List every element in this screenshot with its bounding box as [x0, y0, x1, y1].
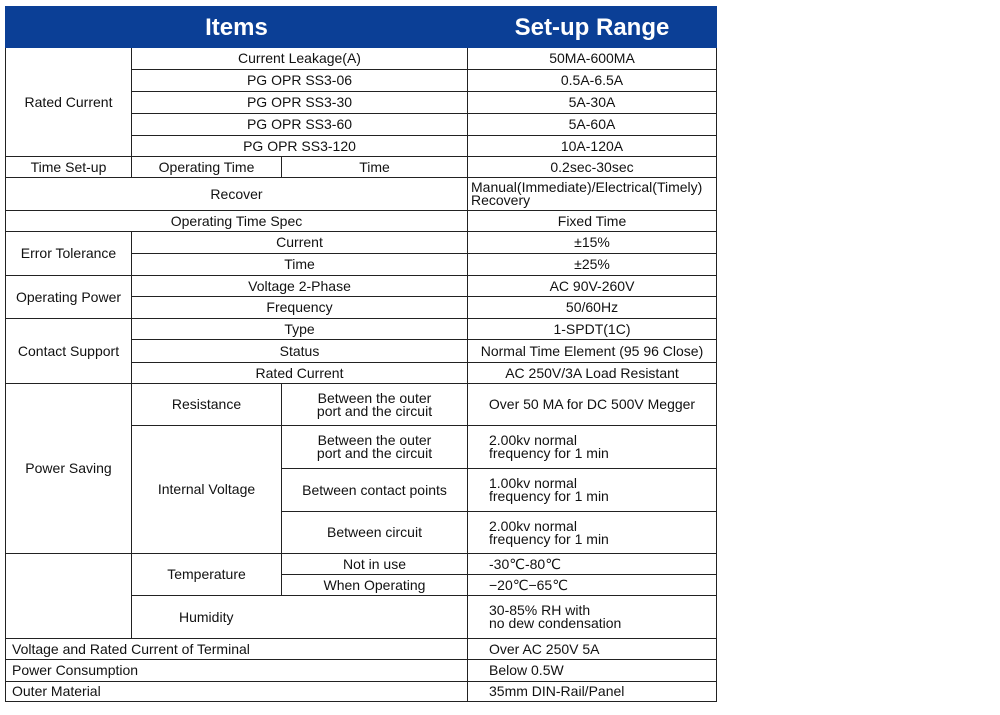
humidity-value — [468, 596, 717, 639]
row-value: 50MA-600MA — [468, 48, 717, 70]
row-label: Time — [282, 157, 468, 178]
table-row — [6, 178, 717, 211]
condition-line: port and the circuit — [316, 445, 433, 461]
resistance-label: Resistance — [132, 384, 282, 426]
sub-operating-time: Operating Time — [132, 157, 282, 178]
voltage-value — [468, 512, 717, 554]
voltage-condition: Between circuit — [282, 512, 468, 554]
table-row — [6, 554, 717, 575]
value-line: 1.00kv normal — [489, 475, 577, 491]
table-row — [6, 232, 717, 254]
table-row — [6, 682, 717, 702]
row-label: Rated Current — [132, 363, 468, 384]
row-value: ±25% — [468, 254, 717, 276]
voltage-value — [468, 469, 717, 512]
table-row — [6, 660, 717, 682]
table-row — [6, 384, 717, 426]
row-label: PG OPR SS3-120 — [132, 136, 468, 157]
group-contact-support: Contact Support — [6, 319, 132, 384]
row-label: PG OPR SS3-06 — [132, 70, 468, 92]
table-row — [6, 639, 717, 660]
row-label: Current — [132, 232, 468, 254]
row-value: 5A-60A — [468, 114, 717, 136]
voltage-condition: Between contact points — [282, 469, 468, 512]
row-value: 0.5A-6.5A — [468, 70, 717, 92]
internal-voltage-label: Internal Voltage — [132, 426, 282, 554]
humidity-label: Humidity — [132, 596, 468, 639]
row-label: Outer Material — [6, 682, 468, 702]
row-value: AC 90V-260V — [468, 276, 717, 297]
table-row — [6, 157, 717, 178]
temperature-label: Temperature — [132, 554, 282, 596]
table-row — [6, 319, 717, 340]
row-label: Type — [132, 319, 468, 340]
row-value: 35mm DIN-Rail/Panel — [468, 682, 717, 702]
row-value: 0.2sec-30sec — [468, 157, 717, 178]
resistance-condition — [282, 384, 468, 426]
row-value: -30℃-80℃ — [468, 554, 717, 575]
row-label: When Operating — [282, 575, 468, 596]
value-line: 30-85% RH with — [489, 602, 591, 618]
recover-label: Recover — [6, 178, 468, 211]
row-value: 10A-120A — [468, 136, 717, 157]
row-label: Current Leakage(A) — [132, 48, 468, 70]
row-label: PG OPR SS3-30 — [132, 92, 468, 114]
header-items: Items — [6, 7, 468, 48]
row-label: Power Consumption — [6, 660, 468, 682]
table-row — [6, 48, 717, 70]
value-line: no dew condensation — [489, 615, 622, 631]
value-line: 2.00kv normal — [489, 517, 577, 534]
group-power-saving: Power Saving — [6, 384, 132, 554]
header-row — [6, 7, 717, 48]
group-time-setup: Time Set-up — [6, 157, 132, 178]
row-value: Over AC 250V 5A — [468, 639, 717, 660]
condition-line: Between the outer — [317, 432, 432, 448]
row-label: Voltage 2-Phase — [132, 276, 468, 297]
row-label: Not in use — [282, 554, 468, 575]
value-line: frequency for 1 min — [489, 488, 609, 504]
row-label: PG OPR SS3-60 — [132, 114, 468, 136]
group-operating-power: Operating Power — [6, 276, 132, 319]
spec-table — [5, 6, 717, 702]
row-label: Voltage and Rated Current of Terminal — [6, 639, 468, 660]
row-value: Below 0.5W — [468, 660, 717, 682]
recover-value — [468, 178, 717, 211]
row-value: Over 50 MA for DC 500V Megger — [468, 384, 717, 426]
group-rated-current: Rated Current — [6, 48, 132, 157]
table-row — [6, 276, 717, 297]
value-line: frequency for 1 min — [489, 530, 609, 547]
voltage-condition — [282, 426, 468, 469]
voltage-value — [468, 426, 717, 469]
recover-value-line1: Manual(Immediate)/Electrical(Timely) — [471, 179, 703, 195]
row-label: Time — [132, 254, 468, 276]
row-value: −20℃−65℃ — [468, 575, 717, 596]
value-line: frequency for 1 min — [489, 445, 609, 461]
row-label: Operating Time Spec — [6, 211, 468, 232]
row-value: 1-SPDT(1C) — [468, 319, 717, 340]
table-row — [6, 211, 717, 232]
row-label: Frequency — [132, 297, 468, 319]
header-range: Set-up Range — [468, 7, 717, 48]
value-line: 2.00kv normal — [489, 432, 577, 448]
group-environment-empty — [6, 554, 132, 639]
row-value: Fixed Time — [468, 211, 717, 232]
condition-line: Between the outer — [317, 389, 432, 406]
condition-line: port and the circuit — [316, 402, 433, 419]
group-error-tolerance: Error Tolerance — [6, 232, 132, 276]
row-value: 5A-30A — [468, 92, 717, 114]
row-value: 50/60Hz — [468, 297, 717, 319]
row-value: Normal Time Element (95 96 Close) — [468, 340, 717, 363]
recover-value-line2: Recovery — [471, 192, 531, 208]
row-label: Status — [132, 340, 468, 363]
row-value: AC 250V/3A Load Resistant — [468, 363, 717, 384]
row-value: ±15% — [468, 232, 717, 254]
